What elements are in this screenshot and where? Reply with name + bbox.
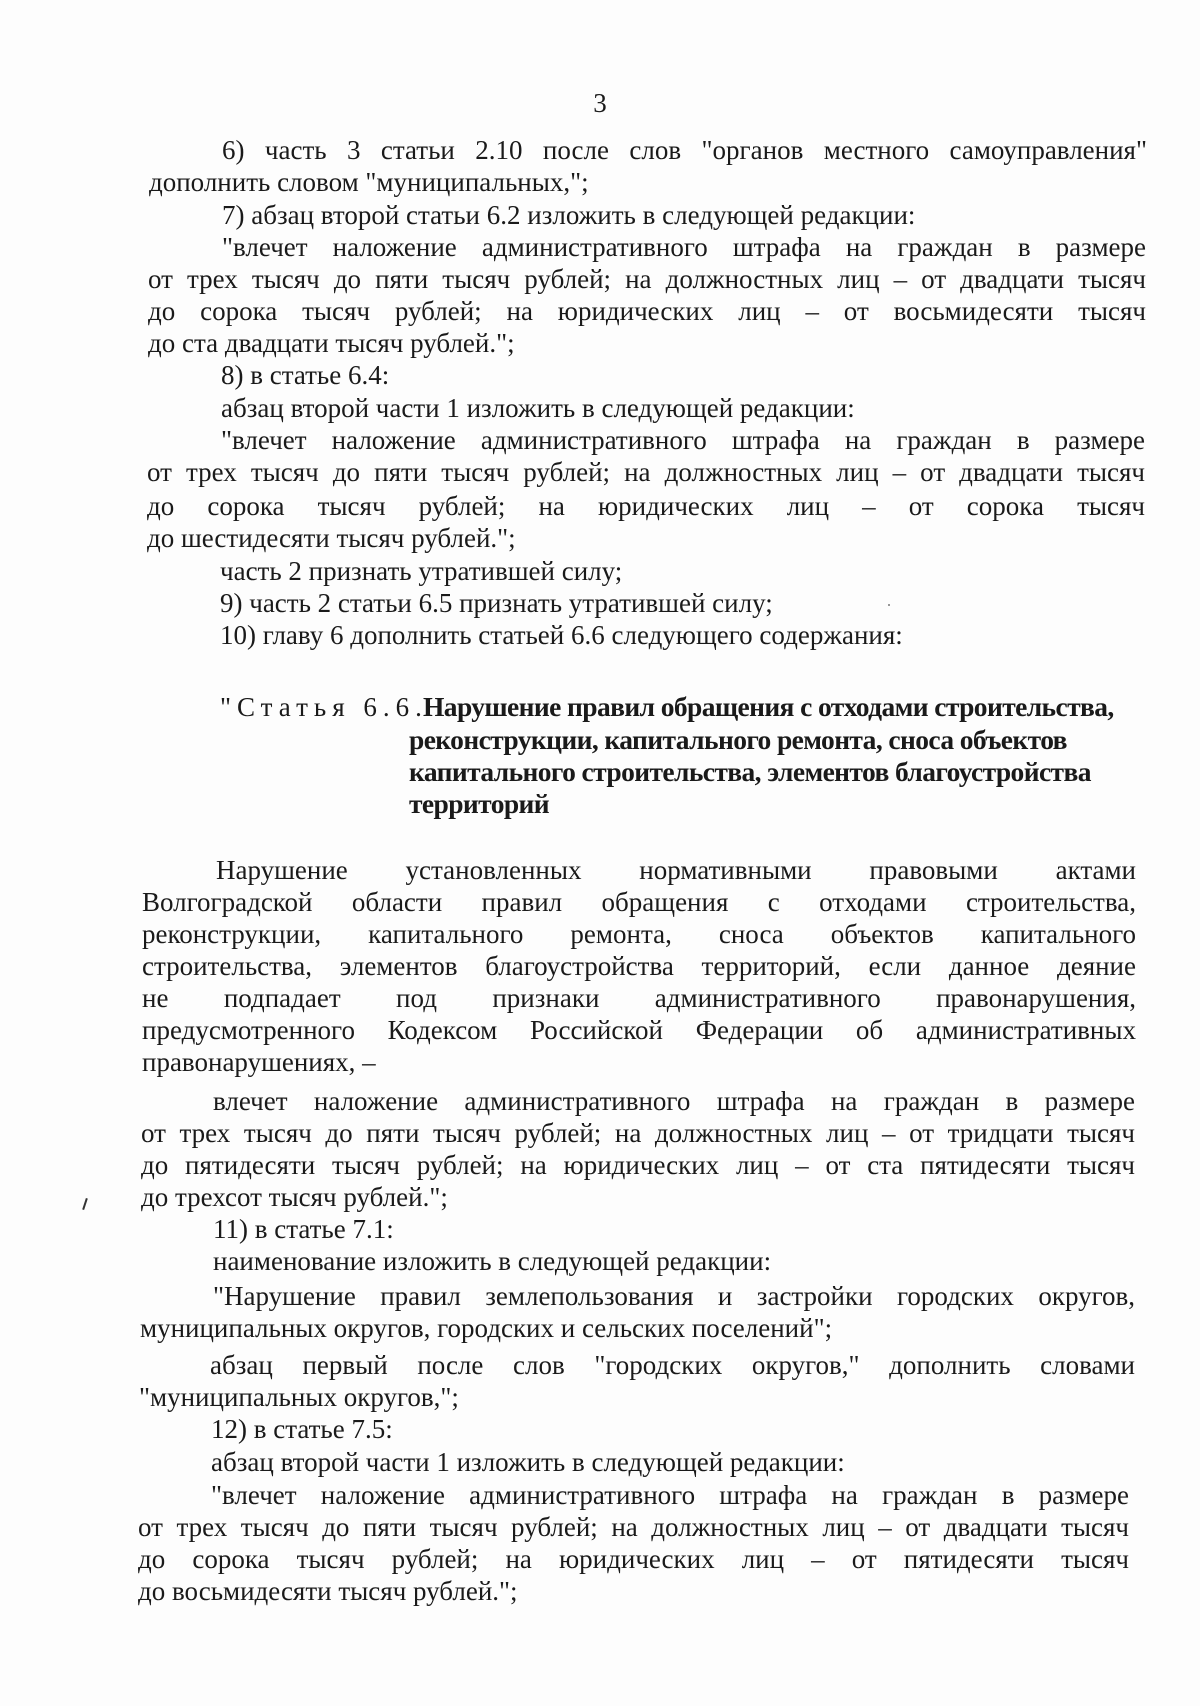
text-line: абзац второй части 1 изложить в следующей редакции: (221, 393, 855, 423)
scan-speck (888, 604, 890, 606)
article-title-line: реконструкции, капитального ремонта, сноса объектов (409, 724, 1067, 755)
text-line: наименование изложить в следующей редакции: (213, 1246, 772, 1276)
text-line: предусмотренного Кодексом Российской Федерации об административных (142, 1015, 1136, 1045)
text-line: до сорока тысяч рублей; на юридических лиц – от пятидесяти тысяч (138, 1544, 1129, 1574)
text-line: "влечет наложение административного штрафа на граждан в размере (221, 425, 1145, 455)
text-line: 7) абзац второй статьи 6.2 изложить в следующей редакции: (222, 200, 916, 230)
text-line: дополнить словом "муниципальных,"; (149, 167, 589, 197)
text-line: от трех тысяч до пяти тысяч рублей; на должностных лиц – от двадцати тысяч (148, 264, 1146, 294)
text-line: "Нарушение правил землепользования и застройки городских округов, (213, 1281, 1135, 1311)
text-line: "муниципальных округов,"; (139, 1382, 459, 1412)
article-title-line: территорий (409, 788, 550, 819)
page-number: 3 (593, 88, 607, 118)
text-line: от трех тысяч до пяти тысяч рублей; на должностных лиц – от тридцати тысяч (141, 1118, 1135, 1148)
text-line: до ста двадцати тысяч рублей."; (148, 328, 515, 358)
article-label: "Статья 6.6. (220, 692, 428, 722)
scan-mark (82, 1198, 88, 1210)
text-line: от трех тысяч до пяти тысяч рублей; на должностных лиц – от двадцати тысяч (147, 457, 1145, 487)
text-line: до сорока тысяч рублей; на юридических лиц – от восьмидесяти тысяч (148, 296, 1146, 326)
text-line: "влечет наложение административного штрафа на граждан в размере (222, 232, 1146, 262)
text-line: 6) часть 3 статьи 2.10 после слов "органов местного самоуправления" (222, 135, 1147, 165)
text-line: 10) главу 6 дополнить статьей 6.6 следующего содержания: (220, 620, 903, 650)
text-line: Волгоградской области правил обращения с отходами строительства, (142, 887, 1136, 917)
article-title-line: Нарушение правил обращения с отходами строительства, (423, 691, 1114, 722)
text-line: "влечет наложение административного штрафа на граждан в размере (211, 1480, 1129, 1510)
text-line: до трехсот тысяч рублей."; (141, 1182, 448, 1212)
text-line: реконструкции, капитального ремонта, сноса объектов капитального (142, 919, 1136, 949)
text-line: не подпадает под признаки административного правонарушения, (142, 983, 1136, 1013)
text-line: абзац первый после слов "городских округов," дополнить словами (210, 1350, 1135, 1380)
text-line: 9) часть 2 статьи 6.5 признать утратившей силу; (220, 588, 773, 618)
text-line: строительства, элементов благоустройства территорий, если данное деяние (142, 951, 1136, 981)
text-line: 11) в статье 7.1: (213, 1214, 394, 1244)
text-line: от трех тысяч до пяти тысяч рублей; на должностных лиц – от двадцати тысяч (138, 1512, 1129, 1542)
text-line: до сорока тысяч рублей; на юридических лиц – от сорока тысяч (147, 491, 1145, 521)
text-line: муниципальных округов, городских и сельских поселений"; (140, 1313, 833, 1343)
text-line: 8) в статье 6.4: (221, 360, 390, 390)
text-line: до пятидесяти тысяч рублей; на юридических лиц – от ста пятидесяти тысяч (141, 1150, 1135, 1180)
text-line: абзац второй части 1 изложить в следующей редакции: (211, 1447, 845, 1477)
text-line: влечет наложение административного штрафа на граждан в размере (213, 1086, 1135, 1116)
text-line: правонарушениях, – (142, 1047, 376, 1077)
text-line: до восьмидесяти тысяч рублей."; (138, 1576, 518, 1606)
text-line: 12) в статье 7.5: (211, 1414, 393, 1444)
text-line: часть 2 признать утратившей силу; (220, 556, 623, 586)
text-line: Нарушение установленных нормативными правовыми актами (216, 855, 1136, 885)
article-title-line: капитального строительства, элементов благоустройства (409, 756, 1091, 787)
text-line: до шестидесяти тысяч рублей."; (147, 523, 516, 553)
